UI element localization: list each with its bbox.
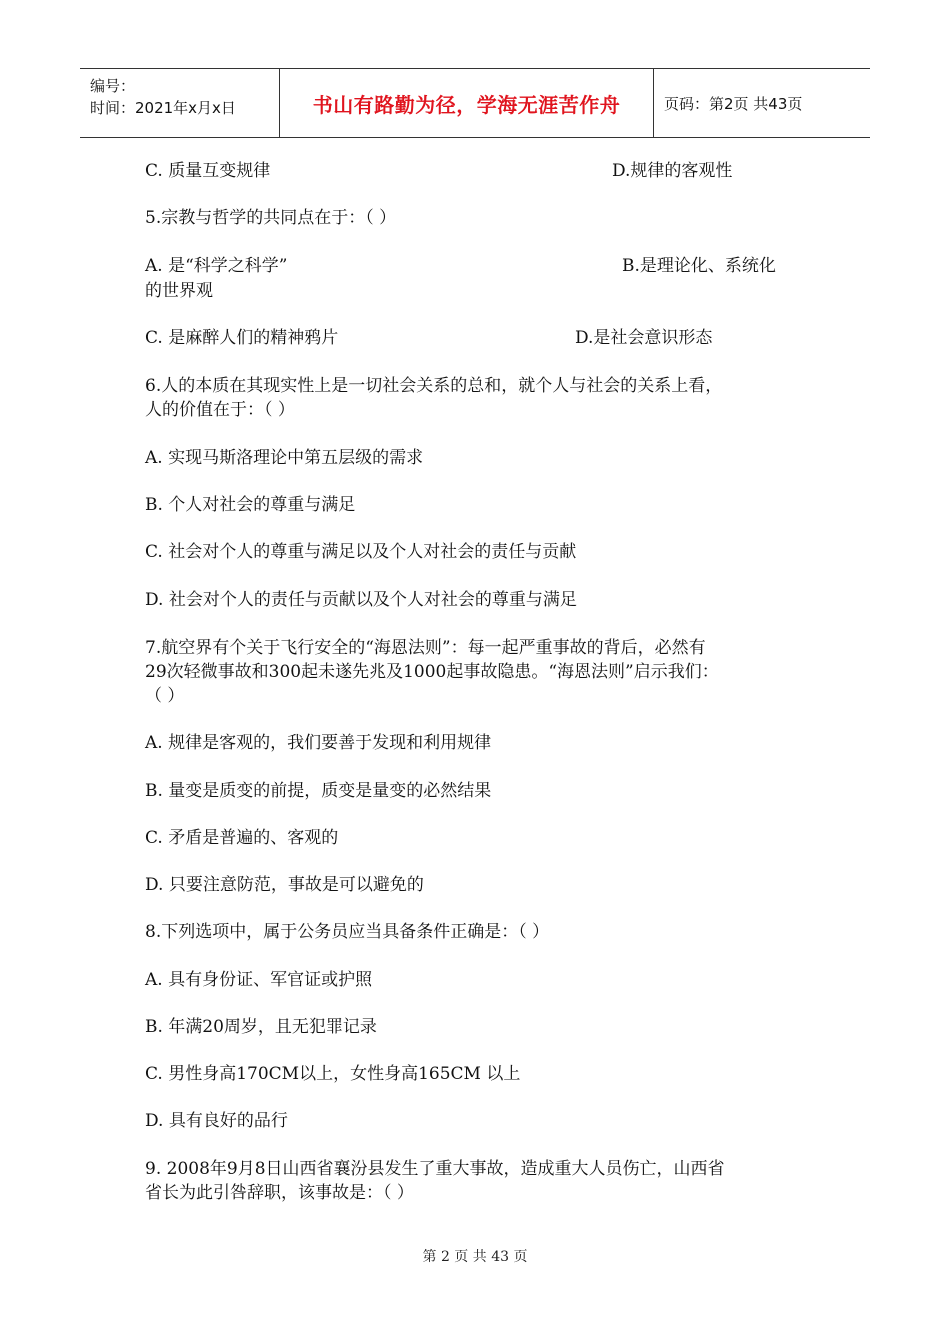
option-7a: A. 规律是客观的，我们要善于发现和利用规律 <box>145 733 492 753</box>
option-7b: B. 量变是质变的前提，质变是量变的必然结果 <box>145 781 492 801</box>
question-5: 5.宗教与哲学的共同点在于：（ ） <box>145 208 397 228</box>
option-5c: C. 是麻醉人们的精神鸦片 <box>145 328 339 348</box>
option-6c: C. 社会对个人的尊重与满足以及个人对社会的责任与贡献 <box>145 542 577 562</box>
option-6b: B. 个人对社会的尊重与满足 <box>145 495 356 515</box>
page-footer: 第 2 页 共 43 页 <box>422 1249 528 1265</box>
question-9-line2: 省长为此引咎辞职，该事故是：（ ） <box>145 1183 414 1203</box>
question-6-line1: 6.人的本质在其现实性上是一切社会关系的总和，就个人与社会的关系上看， <box>145 376 723 396</box>
question-7-line2: 29次轻微事故和300起未遂先兆及1000起事故隐患。“海恩法则”启示我们： <box>145 662 719 682</box>
document-date: 时间：2021年x月x日 <box>90 99 236 117</box>
question-7-line3: （ ） <box>145 686 185 706</box>
question-9-line1: 9. 2008年9月8日山西省襄汾县发生了重大事故，造成重大人员伤亡，山西省 <box>145 1159 725 1179</box>
option-8a: A. 具有身份证、军官证或护照 <box>145 970 373 990</box>
option-4c: C. 质量互变规律 <box>145 161 271 181</box>
question-8: 8.下列选项中，属于公务员应当具备条件正确是：（ ） <box>145 922 550 942</box>
option-4d: D.规律的客观性 <box>612 161 733 181</box>
header-page-info: 页码：第2页 共43页 <box>664 94 803 113</box>
header-motto: 书山有路勤为径，学海无涯苦作舟 <box>280 69 654 137</box>
option-5b: B.是理论化、系统化 <box>622 256 776 276</box>
page-header <box>80 68 870 138</box>
header-meta <box>80 69 280 137</box>
option-6d: D. 社会对个人的责任与贡献以及个人对社会的尊重与满足 <box>145 590 577 610</box>
question-6-line2: 人的价值在于：（ ） <box>145 400 295 420</box>
option-6a: A. 实现马斯洛理论中第五层级的需求 <box>145 448 424 468</box>
document-number: 编号： <box>90 77 136 95</box>
question-7-line1: 7.航空界有个关于飞行安全的“海恩法则”：每一起严重事故的背后，必然有 <box>145 638 706 658</box>
option-5a: A. 是“科学之科学” <box>145 256 288 276</box>
option-5d: D.是社会意识形态 <box>575 328 713 348</box>
option-7c: C. 矛盾是普遍的、客观的 <box>145 828 339 848</box>
option-7d: D. 只要注意防范，事故是可以避免的 <box>145 875 424 895</box>
option-8d: D. 具有良好的品行 <box>145 1111 288 1131</box>
option-8c: C. 男性身高170CM以上，女性身高165CM 以上 <box>145 1064 521 1084</box>
option-5b-cont: 的世界观 <box>145 281 213 301</box>
option-8b: B. 年满20周岁，且无犯罪记录 <box>145 1017 377 1037</box>
